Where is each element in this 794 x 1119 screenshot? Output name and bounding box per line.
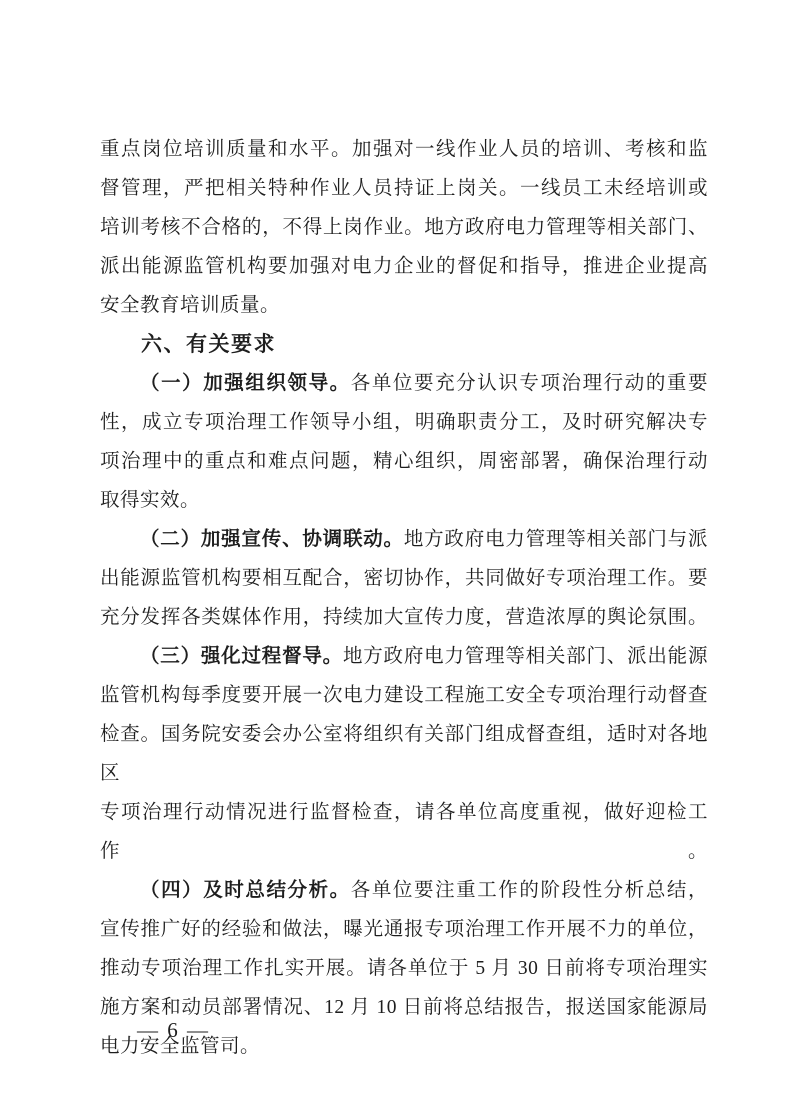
paragraph-text: 各单位要充分认识专项治理行动的重要 [350,373,708,394]
body-line: 施方案和动员部署情况、12 月 10 日前将总结报告，报送国家能源局 [100,997,708,1018]
body-line: 派出能源监管机构要加强对电力企业的督促和指导，推进企业提高 [100,256,708,277]
body-line [100,364,708,403]
body-line: 性，成立专项治理工作领导小组，明确职责分工，及时研究解决专 [100,412,708,433]
paragraph-lead: （一）加强组织领导。 [140,373,351,394]
body-line: 取得实效。 [100,490,201,511]
body-line: 项治理中的重点和难点问题，精心组织，周密部署，确保治理行动 [100,451,708,472]
body-line: 专项治理行动情况进行监督检查，请各单位高度重视，做好迎检工作。 [100,802,708,862]
paragraph-text: 地方政府电力管理等相关部门与派 [403,529,708,550]
body-line [100,637,708,676]
paragraph-text: 各单位要注重工作的阶段性分析总结， [350,880,708,901]
body-line: 出能源监管机构要相互配合，密切协作，共同做好专项治理工作。要 [100,568,708,589]
body-line: 电力安全监管司。 [100,1036,261,1057]
page-number: — 6 — [137,1018,210,1042]
paragraph-text: 地方政府电力管理等相关部门、派出能源 [342,646,708,667]
body-line [100,871,708,910]
body-line: 督管理，严把相关特种作业人员持证上岗关。一线员工未经培训或 [100,178,708,199]
body-line: 培训考核不合格的，不得上岗作业。地方政府电力管理等相关部门、 [100,217,708,238]
body-line: 检查。国务院安委会办公室将组织有关部门组成督查组，适时对各地区 [100,724,708,784]
body-line: 重点岗位培训质量和水平。加强对一线作业人员的培训、考核和监 [100,139,708,160]
intro-paragraph [100,130,708,325]
body-line: 推动专项治理工作扎实开展。请各单位于 5 月 30 日前将专项治理实 [100,958,708,979]
body-line: 安全教育培训质量。 [100,295,281,316]
paragraph-lead: （四）及时总结分析。 [140,880,351,901]
body-line: 监管机构每季度要开展一次电力建设工程施工安全专项治理行动督查 [100,685,708,706]
paragraph-lead: （二）加强宣传、协调联动。 [140,529,404,550]
body-line [100,520,708,559]
subsection-1 [100,364,708,520]
body-line: 充分发挥各类媒体作用，持续加大宣传力度，营造浓厚的舆论氛围。 [100,607,708,628]
document-body [100,130,708,1066]
body-line: 宣传推广好的经验和做法，曝光通报专项治理工作开展不力的单位， [100,919,708,940]
subsection-3 [100,637,708,871]
subsection-2 [100,520,708,637]
section-heading: 六、有关要求 [141,333,276,356]
paragraph-lead: （三）强化过程督导。 [140,646,343,667]
